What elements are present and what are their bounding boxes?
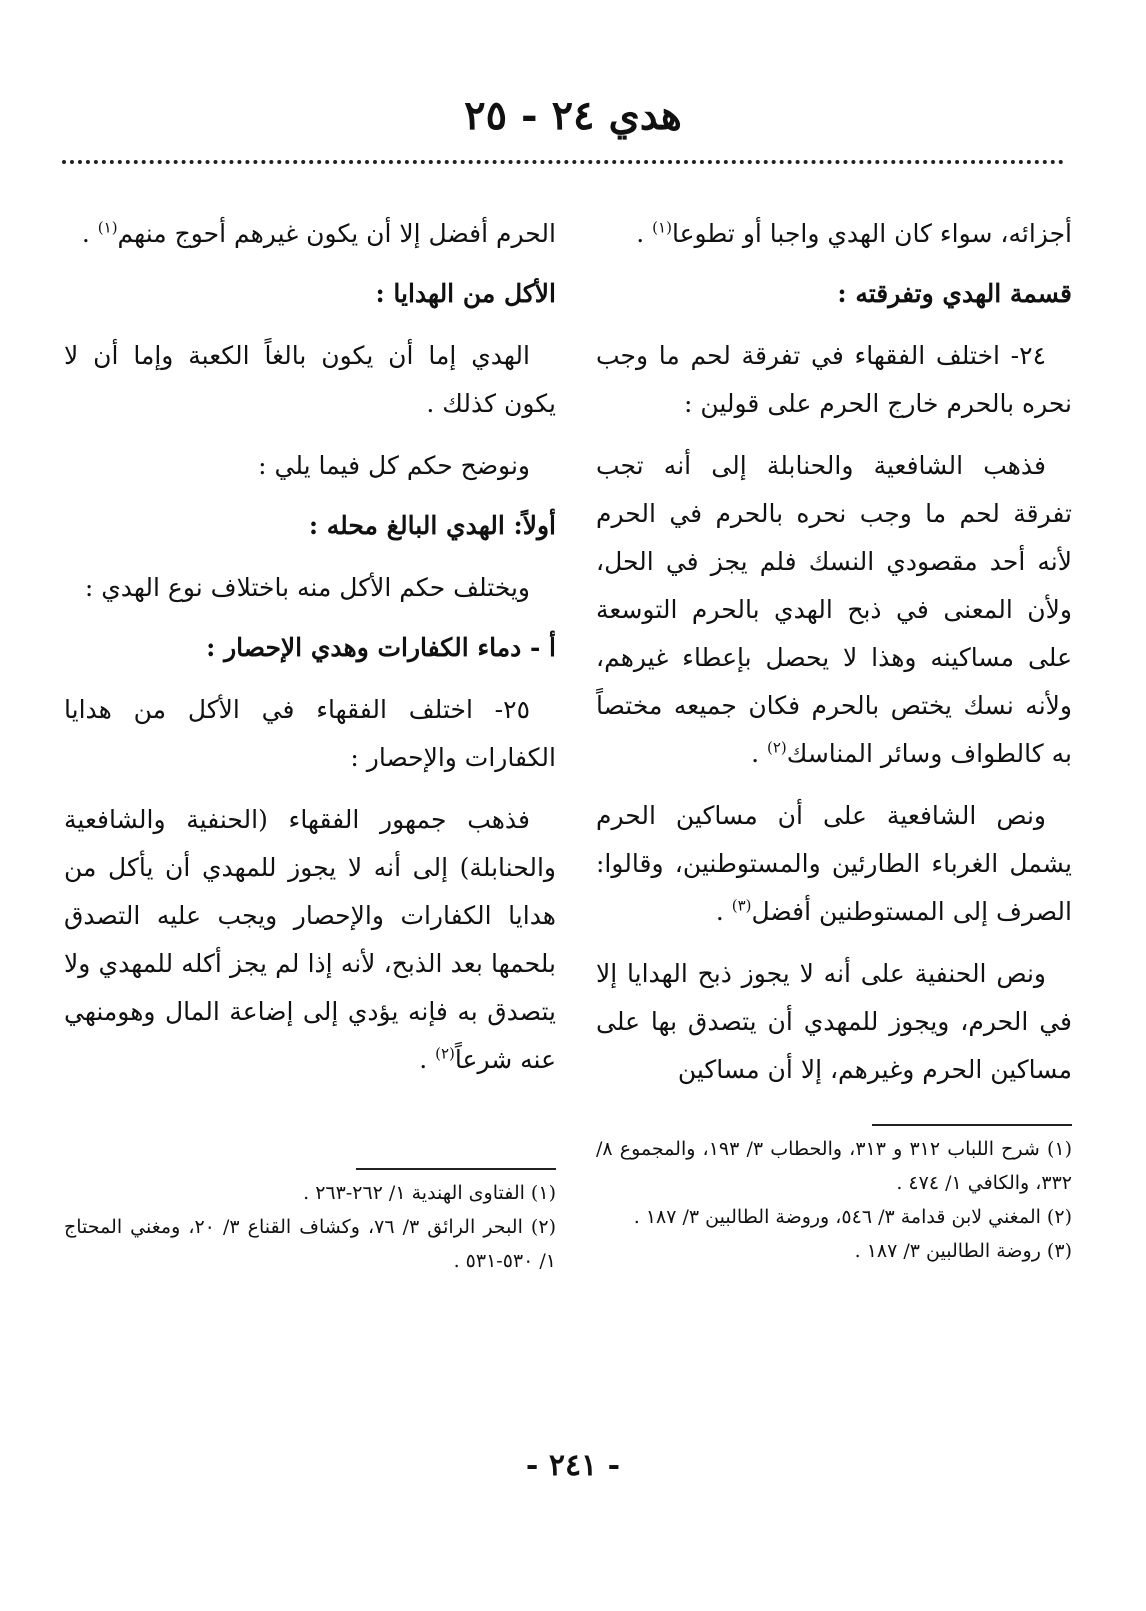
footnote: (٢) المغني لابن قدامة ٣/ ٥٤٦، وروضة الطالبين ٣/ ١٨٧ . bbox=[633, 1206, 1072, 1228]
paragraph: ٢٥- اختلف الفقهاء في الأكل من هدايا الكفارات والإحصار : bbox=[64, 695, 556, 772]
footnote: (٣) روضة الطالبين ٣/ ١٨٧ . bbox=[854, 1240, 1072, 1262]
left-column bbox=[64, 210, 556, 1278]
footnote-ref[interactable]: (١) bbox=[652, 218, 672, 237]
footnote-divider bbox=[356, 1168, 556, 1170]
paragraph: ونوضح حكم كل فيما يلي : bbox=[258, 451, 530, 480]
text-span: ونص الشافعية على أن مساكين الحرم يشمل الغرباء الطارئين والمستوطنين، وقالوا: الصرف إلى المستوطنين أفضل bbox=[596, 801, 1072, 926]
footnote: (٢) البحر الرائق ٣/ ٧٦، وكشاف القناع ٣/ ٢٠، ومغني المحتاج ١/ ٥٣٠-٥٣١ . bbox=[64, 1216, 556, 1272]
section-heading: أولاً: الهدي البالغ محله : bbox=[308, 511, 556, 540]
footnote-ref[interactable]: (٢) bbox=[435, 1044, 455, 1063]
section-heading: الأكل من الهدايا : bbox=[375, 279, 556, 308]
paragraph bbox=[596, 210, 1072, 258]
footnote: (١) الفتاوى الهندية ١/ ٢٦٢-٢٦٣ . bbox=[303, 1182, 556, 1204]
text-span: أجزائه، سواء كان الهدي واجبا أو تطوعا bbox=[671, 219, 1072, 248]
page-header-title: هدي ٢٤ - ٢٥ bbox=[464, 92, 682, 139]
paragraph: الهدي إما أن يكون بالغاً الكعبة وإما أن لا يكون كذلك . bbox=[64, 341, 556, 418]
text-span: . bbox=[715, 897, 732, 926]
text-span: . bbox=[751, 739, 767, 768]
paragraph: ونص الحنفية على أنه لا يجوز ذبح الهدايا إلا في الحرم، ويجوز للمهدي أن يتصدق بها على مساكين الحرم وغيرهم، إلا أن مساكين bbox=[596, 959, 1072, 1084]
paragraph bbox=[596, 442, 1072, 778]
section-heading: قسمة الهدي وتفرقته : bbox=[837, 279, 1072, 308]
section-heading: أ - دماء الكفارات وهدي الإحصار : bbox=[206, 633, 556, 662]
text-span: . bbox=[81, 219, 98, 248]
text-span: فذهب الشافعية والحنابلة إلى أنه تجب تفرقة لحم ما وجب نحره بالحرم في الحرم لأنه أحد مقصودي النسك فلم يجز في الحل، ولأن المعنى في ذبح الهدي بالحرم التوسعة على مساكينه وهذا لا يحصل بإعطاء غيرهم، ولأنه نسك يختص بالحرم فكان جميعه مختصاً به كالطواف وسائر المناسك bbox=[596, 451, 1072, 768]
right-column bbox=[596, 210, 1072, 1268]
header-dotted-divider bbox=[62, 160, 1064, 164]
text-span: . bbox=[419, 1045, 436, 1074]
footnote-divider bbox=[872, 1124, 1072, 1126]
text-span: . bbox=[636, 219, 653, 248]
footnote: (١) شرح اللباب ٣١٢ و ٣١٣، والحطاب ٣/ ١٩٣، والمجموع ٨/ ٣٣٢، والكافي ١/ ٤٧٤ . bbox=[596, 1138, 1073, 1194]
text-span: فذهب جمهور الفقهاء (الحنفية والشافعية والحنابلة) إلى أنه لا يجوز للمهدي أن يأكل من هدايا الكفارات والإحصار ويجب عليه التصدق بلحمها بعد الذبح، لأنه إذا لم يجز أكله للمهدي ولا يتصدق به فإنه يؤدي إلى إضاعة المال وهومنهي عنه شرعاً bbox=[64, 805, 556, 1074]
paragraph: ٢٤- اختلف الفقهاء في تفرقة لحم ما وجب نحره بالحرم خارج الحرم على قولين : bbox=[596, 341, 1072, 418]
paragraph bbox=[64, 210, 556, 258]
paragraph bbox=[64, 796, 556, 1084]
footnote-ref[interactable]: (١) bbox=[97, 218, 118, 237]
footnote-ref[interactable]: (٢) bbox=[767, 738, 787, 757]
footnote-ref[interactable]: (٣) bbox=[731, 896, 752, 915]
text-span: الحرم أفضل إلا أن يكون غيرهم أحوج منهم bbox=[117, 219, 556, 248]
page-number: - ٢٤١ - bbox=[525, 1448, 621, 1483]
paragraph: ويختلف حكم الأكل منه باختلاف نوع الهدي : bbox=[84, 573, 530, 602]
paragraph bbox=[596, 792, 1072, 936]
